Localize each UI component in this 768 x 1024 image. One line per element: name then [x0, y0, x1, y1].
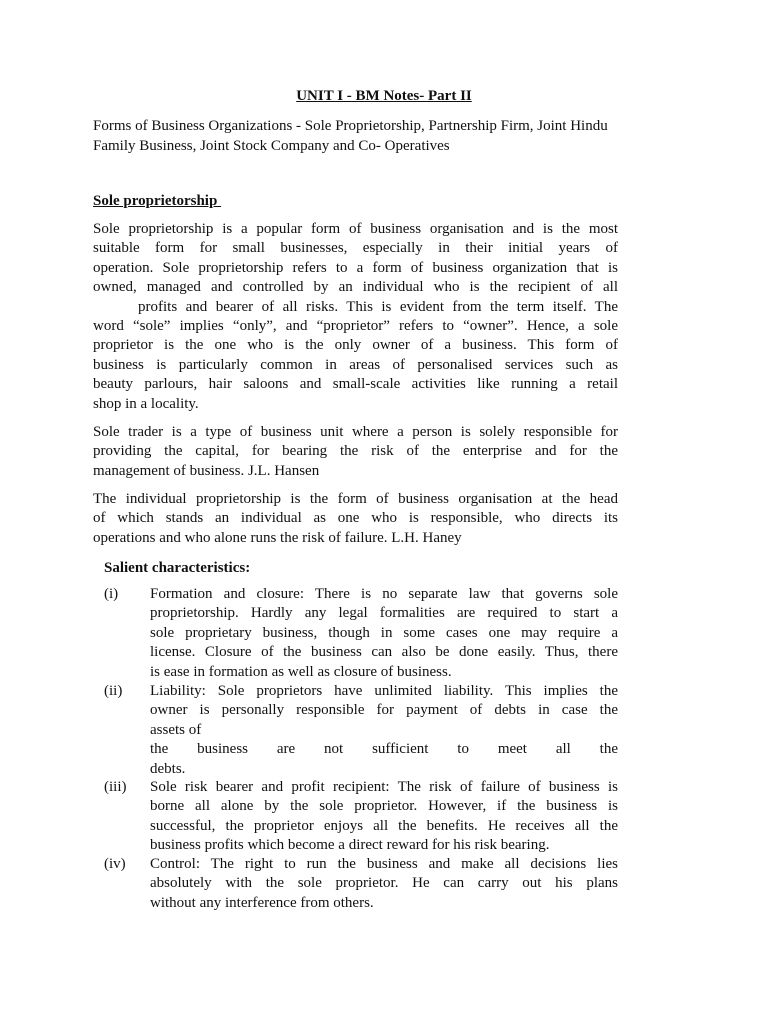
- list-item-line: sole proprietary business, though in some cases one may require a: [150, 624, 618, 641]
- paragraph-line: owned, managed and controlled by an individual who is the recipient of all: [93, 279, 618, 296]
- paragraph-line: operation. Sole proprietorship refers to a form of business organization that is: [93, 259, 618, 276]
- paragraph-line: suitable form for small businesses, especially in their initial years of: [93, 240, 618, 257]
- paragraph-line: management of business. J.L. Hansen: [93, 462, 320, 479]
- paragraph-haney-quote: [93, 490, 618, 548]
- list-item-line: successful, the proprietor enjoys all the benefits. He receives all the: [150, 817, 618, 834]
- paragraph-line: profits and bearer of all risks. This is evident from the term itself. The: [138, 298, 618, 315]
- list-item-line: debts.: [150, 760, 186, 777]
- list-item-line: proprietorship. Hardly any legal formalities are required to start a: [150, 605, 618, 622]
- list-item-line: without any interference from others.: [150, 894, 374, 911]
- section-heading: Sole proprietorship: [93, 193, 222, 209]
- subtitle-line: Family Business, Joint Stock Company and Co- Operatives: [93, 137, 450, 154]
- list-item-line: borne all alone by the sole proprietor. However, if the business is: [150, 798, 618, 815]
- paragraph-line: providing the capital, for bearing the risk of the enterprise and for the: [93, 443, 618, 460]
- list-item-line: assets of: [150, 721, 202, 738]
- subtitle-line: Forms of Business Organizations - Sole Proprietorship, Partnership Firm, Joint Hindu: [93, 118, 608, 134]
- list-item-text: [150, 778, 618, 856]
- paragraph-line: proprietor is the one who is the only owner of a business. This form of: [93, 337, 618, 354]
- list-item-line: Formation and closure: There is no separate law that governs sole: [150, 586, 618, 602]
- paragraph-line: word “sole” implies “only”, and “proprietor” refers to “owner”. Hence, a sole: [93, 318, 618, 335]
- list-item-line: Sole risk bearer and profit recipient: The risk of failure of business is: [150, 779, 618, 795]
- list-item-line: absolutely with the sole proprietor. He can carry out his plans: [150, 875, 618, 892]
- list-item-number: (ii): [104, 683, 123, 699]
- list-item-line: Liability: Sole proprietors have unlimited liability. This implies the: [150, 683, 618, 699]
- characteristics-heading: Salient characteristics:: [104, 560, 251, 576]
- page-title: UNIT I - BM Notes- Part II: [296, 88, 472, 104]
- paragraph-definition: [93, 220, 618, 414]
- paragraph-line: The individual proprietorship is the form of business organisation at the head: [93, 491, 618, 507]
- list-item-number: (i): [104, 586, 119, 602]
- paragraph-line: of which stands an individual as one who is responsible, who directs its: [93, 510, 618, 527]
- paragraph-line: Sole proprietorship is a popular form of business organisation and is the most: [93, 221, 618, 237]
- list-item-number: (iii): [104, 779, 127, 795]
- paragraph-line: Sole trader is a type of business unit where a person is solely responsible for: [93, 424, 618, 440]
- list-item-line: Control: The right to run the business and make all decisions lies: [150, 856, 618, 872]
- list-item-line: is ease in formation as well as closure of business.: [150, 663, 452, 680]
- list-item-line: business profits which become a direct reward for his risk bearing.: [150, 837, 550, 854]
- list-item-line: license. Closure of the business can also be done easily. Thus, there: [150, 644, 618, 661]
- paragraph-line: beauty parlours, hair saloons and small-scale activities like running a retail: [93, 376, 618, 393]
- list-item-text: [150, 682, 618, 779]
- paragraph-hansen-quote: [93, 423, 618, 481]
- list-item-number: (iv): [104, 856, 126, 872]
- list-item-line: owner is personally responsible for payment of debts in case the: [150, 702, 618, 719]
- subtitle: [93, 117, 683, 156]
- list-item-line: the business are not sufficient to meet all the: [150, 741, 618, 758]
- paragraph-line: operations and who alone runs the risk of failure. L.H. Haney: [93, 529, 462, 546]
- paragraph-line: business is particularly common in areas of personalised services such as: [93, 356, 618, 373]
- list-item-text: [150, 855, 618, 913]
- list-item-text: [150, 585, 618, 682]
- paragraph-line: shop in a locality.: [93, 395, 199, 412]
